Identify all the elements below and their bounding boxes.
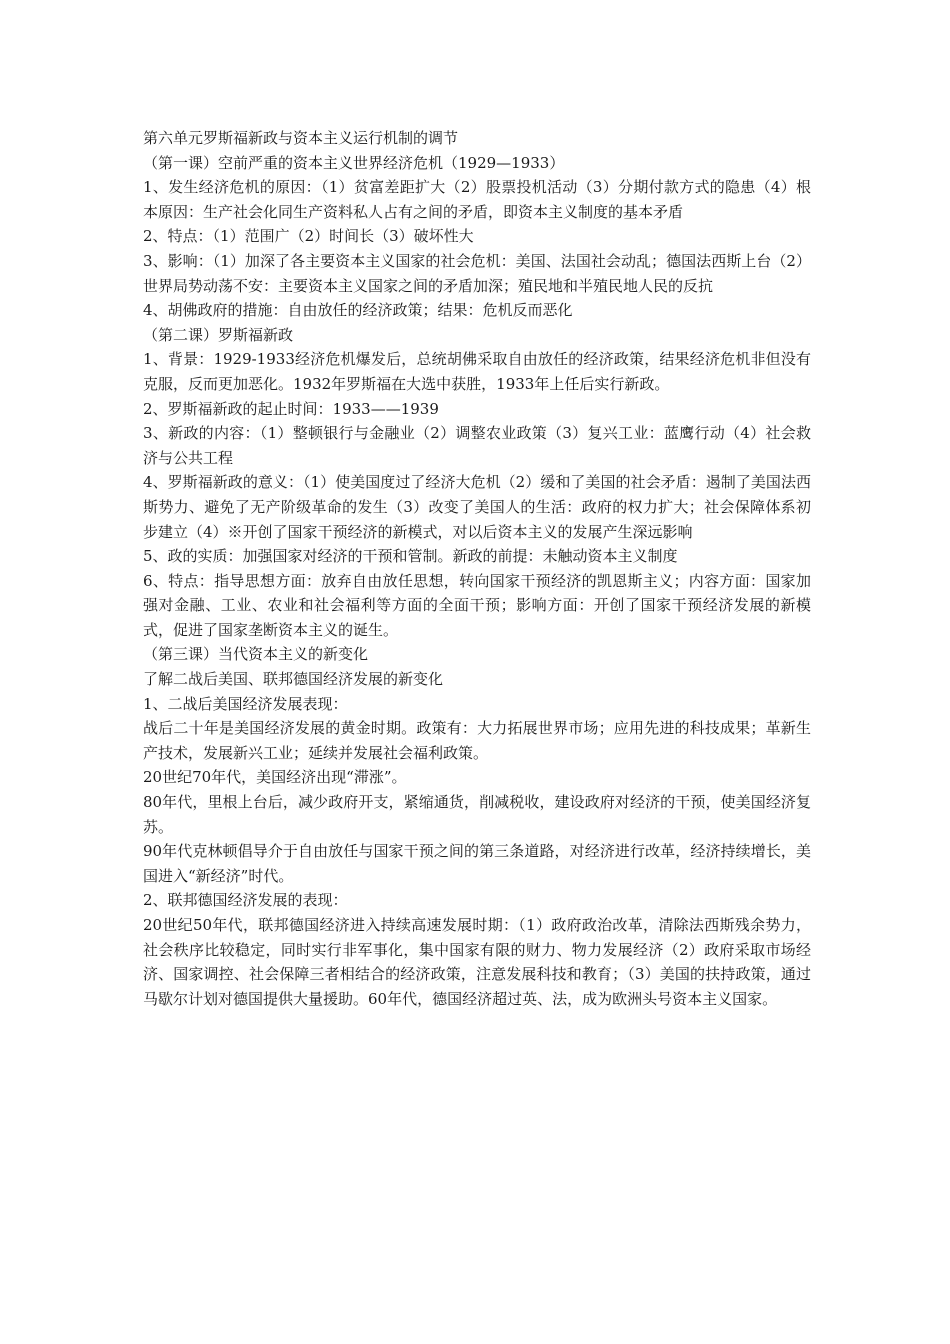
document-title: 第六单元罗斯福新政与资本主义运行机制的调节 [143,129,459,147]
lesson-3-heading: （第三课）当代资本主义的新变化 [143,645,369,664]
lesson-2-characteristics: 6、特点：指导思想方面：放弃自由放任思想，转向国家干预经济的凯恩斯主义；内容方面：国家加强对金融、工业、农业和社会福利等方面的全面干预；影响方面：开创了国家干预经济发展的新模式，促进了国家垄断资本主义的诞生。 [143,571,811,639]
lesson-2-essence: 5、政的实质：加强国家对经济的干预和管制。新政的前提：未触动资本主义制度 [143,547,678,566]
lesson-2-significance: 4、罗斯福新政的意义：（1）使美国度过了经济大危机（2）缓和了美国的社会矛盾：遏制了美国法西斯势力、避免了无产阶级革命的发生（3）改变了美国人的生活：政府的权力扩大；社会保障体系初步建立（4）※开创了国家干预经济的新模式，对以后资本主义的发展产生深远影响 [143,473,811,541]
lesson-3-intro: 了解二战后美国、联邦德国经济发展的新变化 [143,670,444,689]
lesson-3-us-1990s: 90年代克林顿倡导介于自由放任与国家干预之间的第三条道路，对经济进行改革，经济持续增长，美国进入“新经济”时代。 [143,842,811,885]
lesson-2-period: 2、罗斯福新政的起止时间：1933——1939 [143,399,439,418]
lesson-3-us-1970s: 20世纪70年代，美国经济出现“滞涨”。 [143,768,407,787]
lesson-1-heading: （第一课）空前严重的资本主义世界经济危机（1929—1933） [143,153,565,172]
lesson-1-features: 2、特点：（1）范围广（2）时间长（3）破坏性大 [143,227,474,246]
lesson-1-causes: 1、发生经济危机的原因：（1）贫富差距扩大（2）股票投机活动（3）分期付款方式的隐患（4）根本原因：生产社会化同生产资料私人占有之间的矛盾，即资本主义制度的基本矛盾 [143,178,811,221]
lesson-3-us-1980s: 80年代，里根上台后，减少政府开支，紧缩通货，削减税收，建设政府对经济的干预，使美国经济复苏。 [143,793,811,836]
lesson-2-content: 3、新政的内容：（1）整顿银行与金融业（2）调整农业政策（3）复兴工业：蓝鹰行动（4）社会救济与公共工程 [143,424,811,467]
document-page [143,126,811,1011]
lesson-3-us-heading: 1、二战后美国经济发展表现： [143,694,348,713]
lesson-3-us-postwar: 战后二十年是美国经济发展的黄金时期。政策有：大力拓展世界市场；应用先进的科技成果；革新生产技术，发展新兴工业；延续并发展社会福利政策。 [143,719,811,762]
lesson-3-germany-heading: 2、联邦德国经济发展的表现： [143,891,348,910]
lesson-1-hoover-measures: 4、胡佛政府的措施：自由放任的经济政策；结果：危机反而恶化 [143,301,573,320]
lesson-2-heading: （第二课）罗斯福新政 [143,325,294,344]
lesson-2-background: 1、背景：1929-1933经济危机爆发后，总统胡佛采取自由放任的经济政策，结果经济危机非但没有克服，反而更加恶化。1932年罗斯福在大选中获胜，1933年上任后实行新政。 [143,350,811,393]
lesson-3-germany-development: 20世纪50年代，联邦德国经济进入持续高速发展时期：（1）政府政治改革，清除法西斯残余势力，社会秩序比较稳定，同时实行非军事化，集中国家有限的财力、物力发展经济（2）政府采取市场经济、国家调控、社会保障三者相结合的经济政策，注意发展科技和教育；（3）美国的扶持政策，通过马歇尔计划对德国提供大量援助。60年代，德国经济超过英、法，成为欧洲头号资本主义国家。 [143,916,811,1008]
lesson-1-impact: 3、影响：（1）加深了各主要资本主义国家的社会危机：美国、法国社会动乱；德国法西斯上台（2）世界局势动荡不安：主要资本主义国家之间的矛盾加深；殖民地和半殖民地人民的反抗 [143,251,811,295]
